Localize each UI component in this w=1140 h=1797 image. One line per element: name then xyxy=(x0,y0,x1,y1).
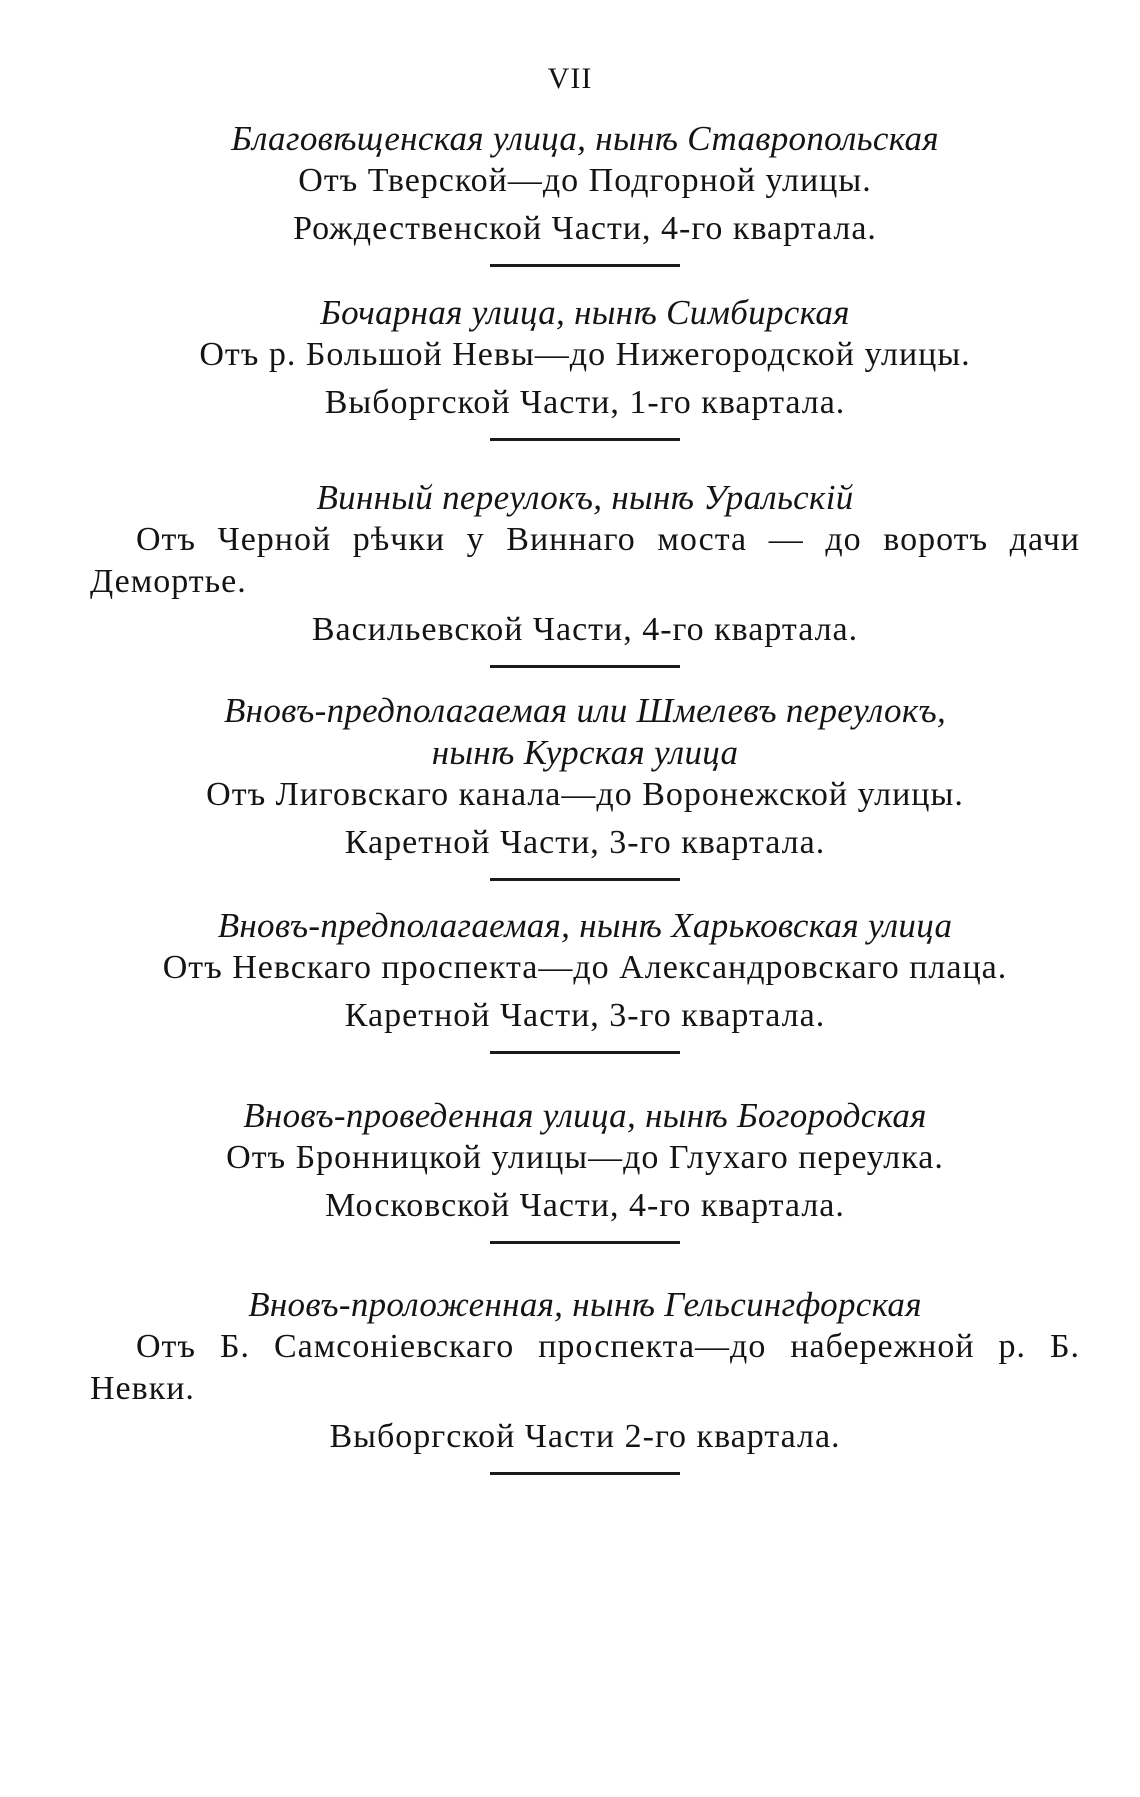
street-title: Винный переулокъ, нынѣ Уральскій xyxy=(316,478,854,517)
separator-rule xyxy=(490,264,680,267)
street-entry-gelsingforskaya xyxy=(90,1284,1080,1475)
street-range: Отъ Тверской—до Подгорной улицы. xyxy=(298,162,872,199)
street-entry-bogorodskaya xyxy=(90,1095,1080,1244)
street-entry-bocharnaya xyxy=(90,292,1080,441)
street-title: Вновъ-проложенная, нынѣ Гельсингфорская xyxy=(248,1285,922,1324)
separator-rule xyxy=(490,1051,680,1054)
street-district: Выборгской Части 2-го квартала. xyxy=(329,1418,841,1455)
street-district: Васильевской Части, 4-го квартала. xyxy=(311,611,859,648)
street-district: Каретной Части, 3-го квартала. xyxy=(344,997,826,1034)
street-district: Каретной Части, 3-го квартала. xyxy=(344,824,826,861)
separator-rule xyxy=(490,878,680,881)
street-district: Московской Части, 4-го квартала. xyxy=(325,1187,845,1224)
street-range: Отъ Бронницкой улицы—до Глухаго переулка. xyxy=(226,1139,944,1176)
street-title: Вновъ-предполагаемая, нынѣ Харьковская улица xyxy=(217,906,953,945)
street-range: Отъ Черной рѣчки у Виннаго моста — до воротъ дачи Демортье. xyxy=(90,521,1080,600)
street-range: Отъ Невскаго проспекта—до Александровскаго плаца. xyxy=(162,949,1008,986)
separator-rule xyxy=(490,665,680,668)
separator-rule xyxy=(490,1472,680,1475)
street-title: Благовѣщенская улица, нынѣ Ставропольская xyxy=(231,119,939,158)
separator-rule xyxy=(490,438,680,441)
street-range: Отъ Лиговскаго канала—до Воронежской улицы. xyxy=(206,776,964,813)
street-title: Бочарная улица, нынѣ Симбирская xyxy=(320,293,850,332)
street-range: Отъ р. Большой Невы—до Нижегородской улицы. xyxy=(199,336,971,373)
street-range: Отъ Б. Самсоніевскаго проспекта—до набережной р. Б. Невки. xyxy=(90,1328,1080,1407)
street-entry-vinny xyxy=(90,477,1080,668)
street-title: Вновъ-предполагаемая или Шмелевъ переулокъ, нынѣ Курская улица xyxy=(223,691,947,772)
street-entry-blagoveshchenskaya xyxy=(90,118,1080,267)
separator-rule xyxy=(490,1241,680,1244)
street-entry-kurskaya xyxy=(90,690,1080,881)
street-entry-kharkovskaya xyxy=(90,905,1080,1054)
page-number: VII xyxy=(547,62,593,95)
street-title: Вновъ-проведенная улица, нынѣ Богородская xyxy=(243,1096,927,1135)
street-district: Выборгской Части, 1-го квартала. xyxy=(324,384,846,421)
street-district: Рождественской Части, 4-го квартала. xyxy=(293,210,877,247)
